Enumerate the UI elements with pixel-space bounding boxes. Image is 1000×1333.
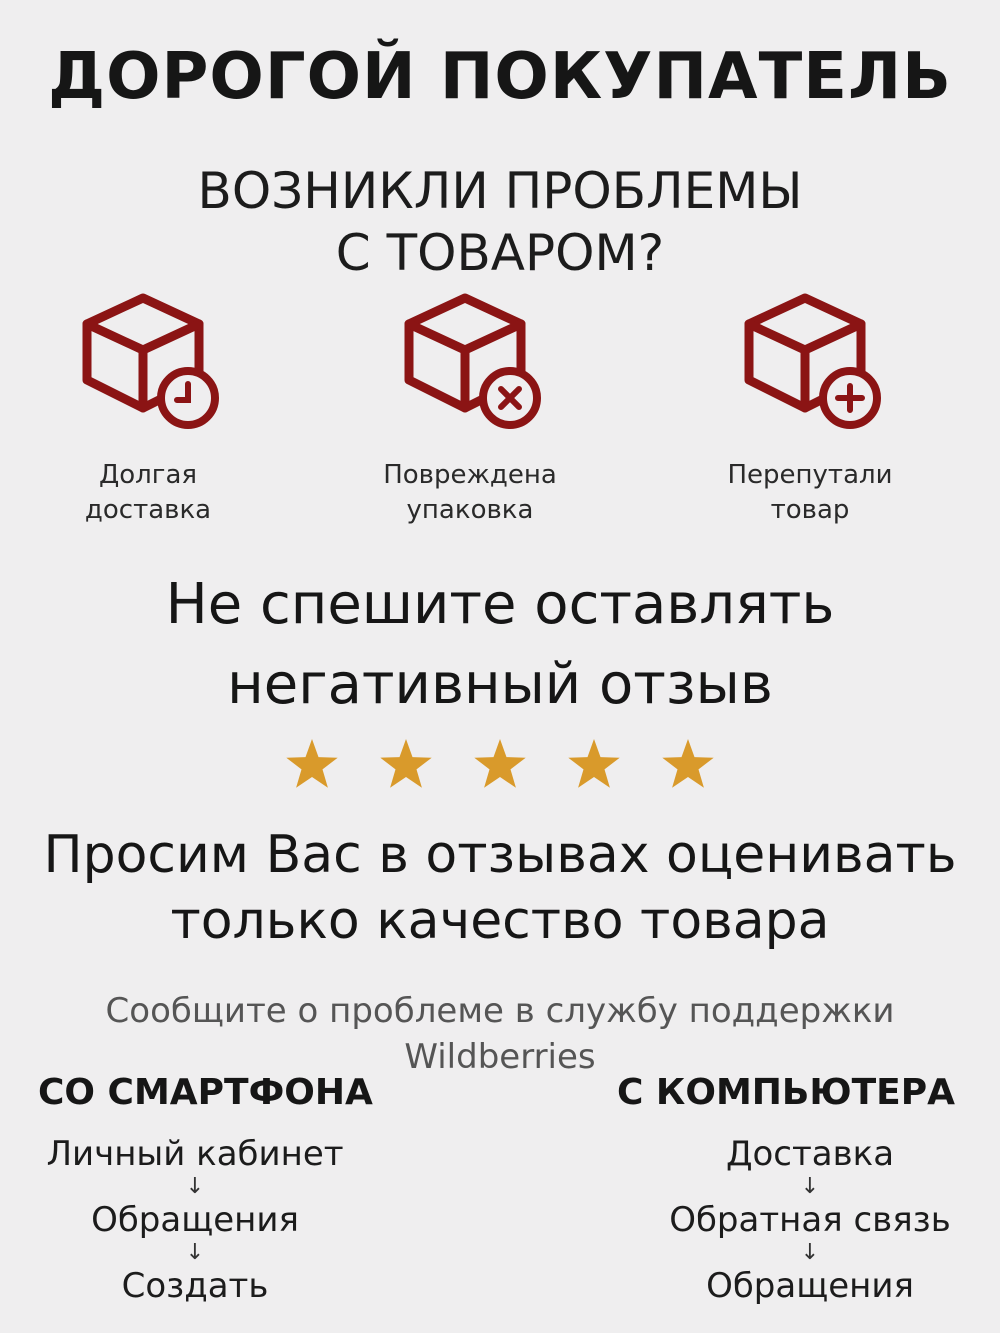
arrow-down-icon: ↓	[800, 1240, 820, 1265]
smartphone-step-1: Личный кабинет	[46, 1134, 344, 1174]
notice-line-1: Не спешите оставлять	[165, 572, 835, 637]
smartphone-steps	[40, 1132, 350, 1308]
notice-text	[0, 565, 1000, 725]
page-title: ДОРОГОЙ ПОКУПАТЕЛЬ	[48, 40, 952, 114]
star-icon	[662, 739, 713, 788]
support-text	[0, 988, 1000, 1080]
issue-damaged-packaging	[340, 290, 600, 528]
support-line-2: Wildberries	[404, 1037, 596, 1077]
smartphone-step-2: Обращения	[91, 1200, 299, 1240]
star-icon	[568, 739, 619, 788]
smartphone-title: СО СМАРТФОНА	[38, 1072, 373, 1113]
issue-label-line-2: товар	[770, 495, 850, 525]
arrow-down-icon: ↓	[185, 1240, 205, 1265]
issue-label-line-1: Повреждена	[383, 460, 557, 490]
request-text	[0, 822, 1000, 954]
smartphone-step-3: Создать	[121, 1266, 269, 1306]
arrow-down-icon: ↓	[800, 1174, 820, 1199]
issue-label-line-2: упаковка	[406, 495, 534, 525]
issue-long-delivery	[18, 290, 278, 528]
issue-label-line-2: доставка	[84, 495, 212, 525]
computer-step-3: Обращения	[706, 1266, 914, 1306]
arrow-down-icon: ↓	[185, 1174, 205, 1199]
issue-label-line-1: Перепутали	[727, 460, 893, 490]
support-line-1: Сообщите о проблеме в службу поддержки	[105, 991, 895, 1031]
request-line-1: Просим Вас в отзывах оценивать	[43, 825, 957, 885]
computer-steps	[640, 1132, 980, 1308]
computer-title: С КОМПЬЮТЕРА	[616, 1072, 955, 1113]
star-icon	[380, 739, 431, 788]
box-clock-icon	[73, 290, 223, 430]
star-icon	[286, 739, 337, 788]
issue-label-line-1: Долгая	[98, 460, 198, 490]
notice-line-2: негативный отзыв	[227, 652, 773, 717]
rating-stars	[0, 730, 1000, 800]
computer-step-1: Доставка	[725, 1134, 895, 1174]
request-line-2: только качество товара	[170, 891, 830, 951]
box-cross-icon	[395, 290, 545, 430]
box-plus-icon	[735, 290, 885, 430]
computer-step-2: Обратная связь	[669, 1200, 951, 1240]
issue-mixed-up-item	[680, 290, 940, 528]
subheading	[0, 160, 1000, 284]
subheading-line-1: ВОЗНИКЛИ ПРОБЛЕМЫ	[197, 162, 803, 220]
star-icon	[474, 739, 525, 788]
subheading-line-2: С ТОВАРОМ?	[335, 224, 665, 282]
